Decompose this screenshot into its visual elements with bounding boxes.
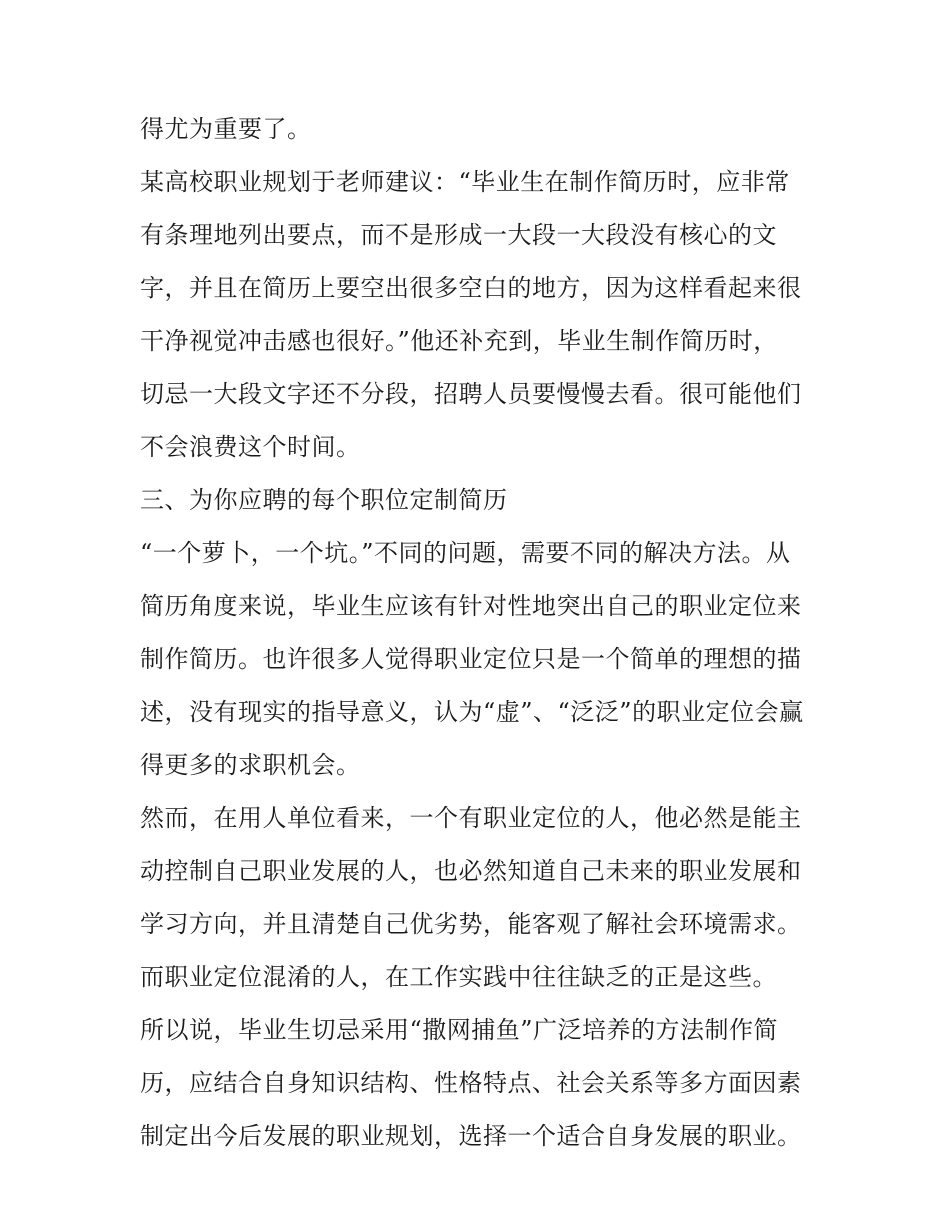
paragraph-line: 简历角度来说，毕业生应该有针对性地突出自己的职业定位来 bbox=[140, 592, 802, 620]
paragraph-line: 所以说，毕业生切忌采用“撒网捕鱼”广泛培养的方法制作简 bbox=[140, 1016, 779, 1044]
paragraph-line: 不会浪费这个时间。 bbox=[140, 433, 361, 461]
paragraph-line: 某高校职业规划于老师建议：“毕业生在制作简历时，应非常 bbox=[140, 168, 790, 196]
paragraph-line: 有条理地列出要点，而不是形成一大段一大段没有核心的文 bbox=[140, 221, 777, 249]
paragraph-line: 得更多的求职机会。 bbox=[140, 751, 361, 779]
paragraph-line: 字，并且在简历上要空出很多空白的地方，因为这样看起来很 bbox=[140, 274, 802, 302]
paragraph-line: 干净视觉冲击感也很好。”他还补充到，毕业生制作简历时， bbox=[140, 327, 778, 355]
paragraph-line: 切忌一大段文字还不分段，招聘人员要慢慢去看。很可能他们 bbox=[140, 380, 802, 408]
paragraph-line: “一个萝卜，一个坑。”不同的问题，需要不同的解决方法。从 bbox=[140, 539, 791, 567]
paragraph-line: 而职业定位混淆的人，在工作实践中往往缺乏的正是这些。 bbox=[140, 963, 777, 991]
paragraph-line: 学习方向，并且清楚自己优劣势，能客观了解社会环境需求。 bbox=[140, 910, 802, 938]
paragraph-line: 然而，在用人单位看来，一个有职业定位的人，他必然是能主 bbox=[140, 804, 802, 832]
paragraph-line: 历，应结合自身知识结构、性格特点、社会关系等多方面因素 bbox=[140, 1069, 802, 1097]
paragraph-line: 制定出今后发展的职业规划，选择一个适合自身发展的职业。 bbox=[140, 1122, 802, 1150]
section-heading: 三、为你应聘的每个职位定制简历 bbox=[140, 486, 508, 514]
paragraph-line: 得尤为重要了。 bbox=[140, 115, 312, 143]
paragraph-line: 制作简历。也许很多人觉得职业定位只是一个简单的理想的描 bbox=[140, 645, 802, 673]
paragraph-line: 述，没有现实的指导意义，认为“虚”、“泛泛”的职业定位会赢 bbox=[140, 698, 804, 726]
paragraph-line: 动控制自己职业发展的人，也必然知道自己未来的职业发展和 bbox=[140, 857, 802, 885]
